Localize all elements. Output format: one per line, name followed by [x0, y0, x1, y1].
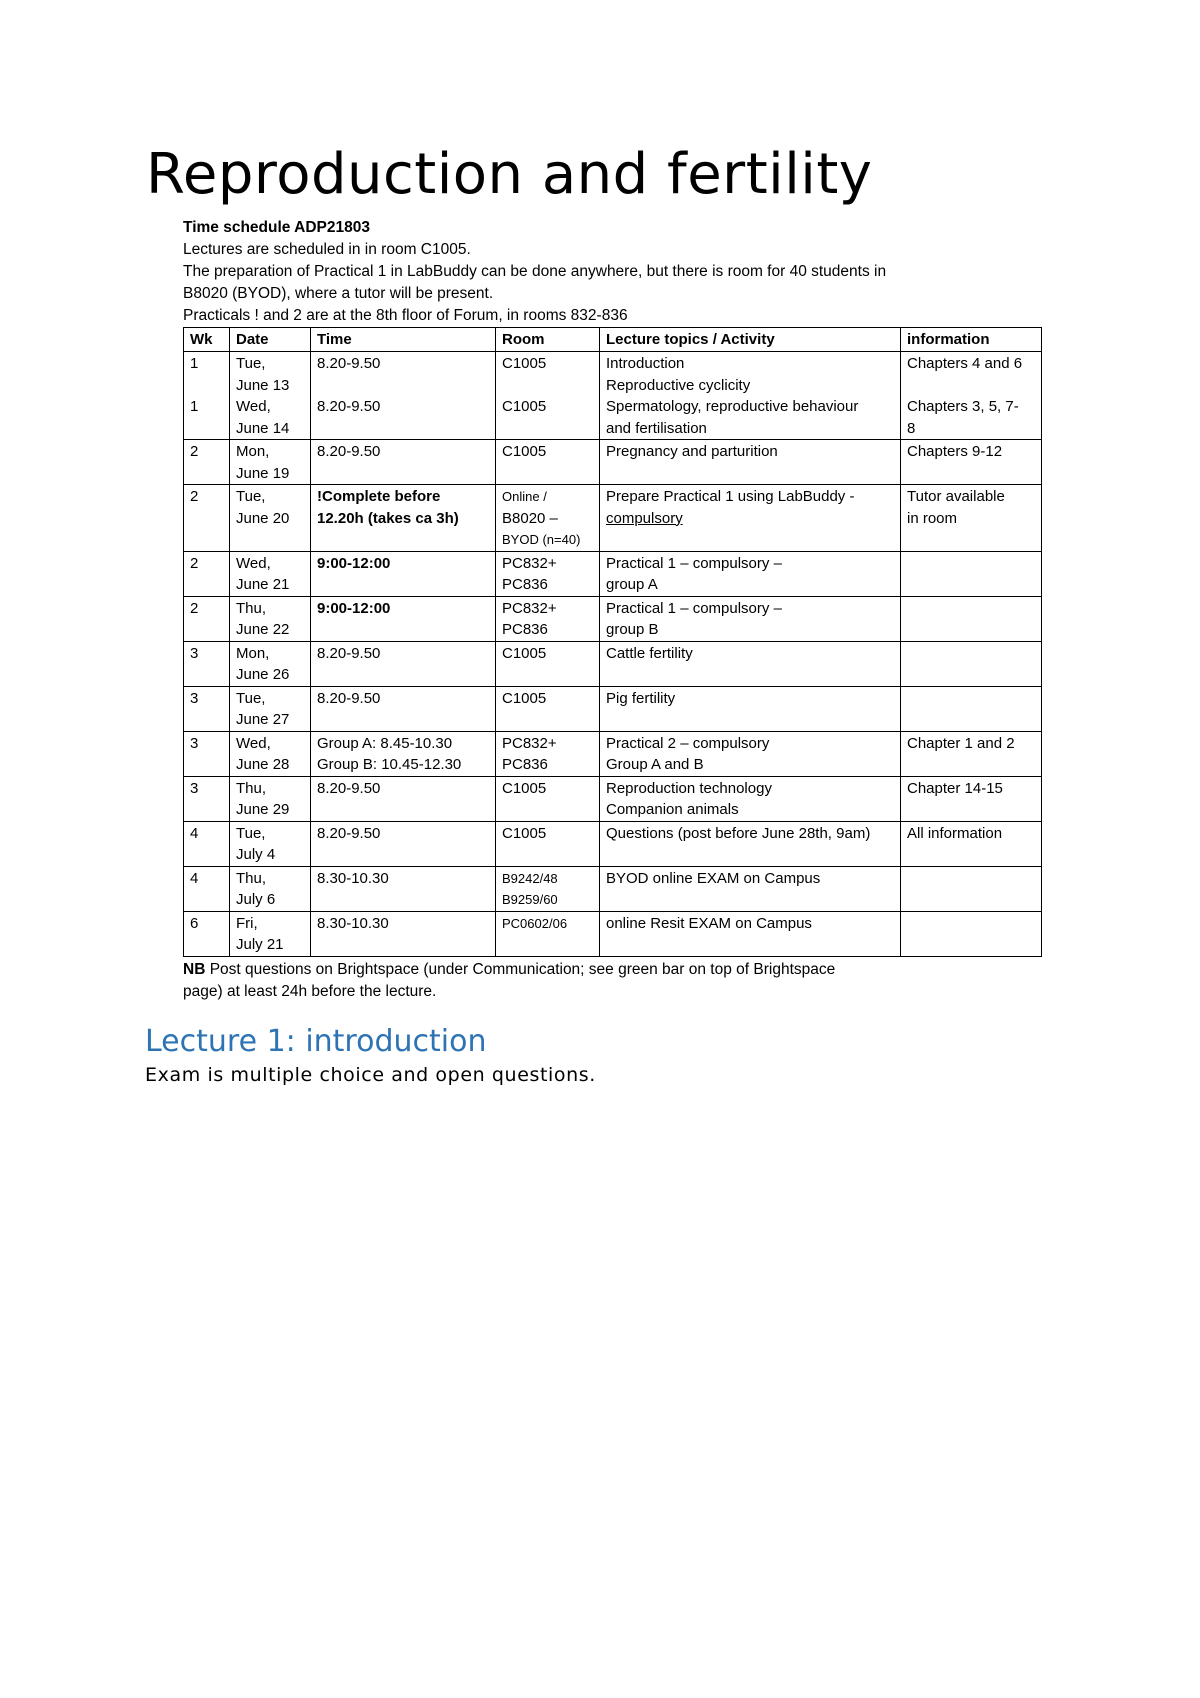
cell-line [190, 375, 223, 397]
cell-line: 8.20-9.50 [317, 355, 381, 372]
cell-room [496, 352, 600, 440]
cell-line: Introduction [606, 355, 685, 372]
cell-line: Group A and B [606, 756, 704, 773]
cell-line: June 22 [236, 621, 290, 638]
table-row [184, 352, 1042, 440]
cell-time [311, 911, 496, 956]
table-row [184, 866, 1042, 911]
cell-line: 3 [190, 779, 199, 797]
cell-line: and fertilisation [606, 419, 707, 437]
cell-line: 2 [190, 488, 199, 505]
cell-line: June 28 [236, 756, 290, 773]
cell-line: C1005 [502, 443, 547, 460]
cell-line [907, 375, 1035, 397]
cell-topic [600, 776, 901, 821]
cell-line: Thu, [236, 869, 267, 887]
cell-line: 8.30-10.30 [317, 869, 389, 887]
cell-line: Chapter 1 and 2 [907, 734, 1015, 752]
cell-line: 2 [190, 554, 199, 572]
cell-line: June 26 [236, 666, 290, 683]
cell-room [496, 776, 600, 821]
cell-line: July 4 [236, 846, 276, 863]
cell-line: PC836 [502, 621, 548, 638]
cell-line: June 20 [236, 509, 290, 527]
cell-time [311, 440, 496, 485]
cell-line: Reproductive cyclicity [606, 376, 751, 394]
cell-line: Fri, [236, 914, 258, 932]
cell-date [230, 352, 311, 440]
cell-line: BYOD (n=40) [502, 532, 581, 547]
cell-info [901, 440, 1042, 485]
cell-line: Chapters 4 and 6 [907, 355, 1023, 372]
cell-wk [184, 686, 230, 731]
cell-wk [184, 731, 230, 776]
cell-line: 3 [190, 689, 199, 707]
cell-wk [184, 911, 230, 956]
cell-line [907, 913, 1035, 935]
table-row [184, 596, 1042, 641]
column-header-wk: Wk [184, 328, 230, 352]
table-row [184, 821, 1042, 866]
cell-line: 8.20-9.50 [317, 443, 381, 460]
cell-line [317, 418, 489, 440]
cell-time [311, 596, 496, 641]
note-line: page) at least 24h before the lecture. [183, 982, 437, 1000]
cell-topic [600, 866, 901, 911]
cell-line: 4 [190, 824, 199, 842]
cell-line: Reproduction technology [606, 779, 772, 797]
cell-line: 9:00-12:00 [317, 554, 391, 572]
cell-info [901, 821, 1042, 866]
cell-line: July 21 [236, 936, 284, 953]
cell-wk [184, 776, 230, 821]
cell-line: Chapter 14-15 [907, 779, 1003, 797]
cell-line: C1005 [502, 779, 547, 797]
cell-line: C1005 [502, 689, 547, 707]
cell-line: group A [606, 576, 658, 593]
cell-date [230, 731, 311, 776]
cell-room [496, 821, 600, 866]
column-header-time: Time [311, 328, 496, 352]
table-row [184, 731, 1042, 776]
table-row [184, 911, 1042, 956]
cell-line: Chapters 3, 5, 7- [907, 398, 1019, 415]
cell-time [311, 485, 496, 552]
cell-line: 8.20-9.50 [317, 689, 381, 707]
note-text: Post questions on Brightspace (under Communication; see green bar on top of Brightspace [209, 960, 836, 978]
cell-date [230, 776, 311, 821]
cell-time [311, 352, 496, 440]
cell-line: group B [606, 621, 659, 638]
cell-topic [600, 440, 901, 485]
cell-line: Wed, [236, 398, 271, 415]
table-row [184, 485, 1042, 552]
cell-topic [600, 485, 901, 552]
cell-line: compulsory [606, 509, 683, 527]
cell-room [496, 911, 600, 956]
cell-info [901, 911, 1042, 956]
cell-line: Chapters 9-12 [907, 443, 1003, 460]
cell-wk [184, 641, 230, 686]
cell-line: 2 [190, 599, 199, 617]
lecture-text: Exam is multiple choice and open questions. [145, 1064, 596, 1086]
cell-info [901, 866, 1042, 911]
cell-time [311, 641, 496, 686]
cell-line: Cattle fertility [606, 644, 693, 662]
cell-room [496, 551, 600, 596]
cell-line: All information [907, 824, 1003, 842]
cell-line: B8020 – [502, 509, 558, 527]
cell-room [496, 731, 600, 776]
cell-line: July 6 [236, 891, 276, 908]
note-prefix: NB [183, 960, 206, 978]
cell-topic [600, 596, 901, 641]
column-header-topic: Lecture topics / Activity [600, 328, 901, 352]
cell-line: Online / [502, 489, 547, 504]
cell-line: C1005 [502, 398, 547, 415]
cell-date [230, 485, 311, 552]
cell-line: PC836 [502, 756, 548, 773]
cell-wk [184, 596, 230, 641]
cell-line: PC832+ [502, 599, 557, 617]
cell-room [496, 686, 600, 731]
cell-info [901, 485, 1042, 552]
cell-line: C1005 [502, 824, 547, 842]
cell-line [907, 868, 1035, 890]
schedule-block [183, 217, 1043, 1003]
cell-line: Companion animals [606, 801, 739, 818]
cell-date [230, 440, 311, 485]
cell-room [496, 485, 600, 552]
cell-topic [600, 551, 901, 596]
column-header-information: information [901, 328, 1042, 352]
cell-line: 3 [190, 644, 199, 662]
cell-line: June 13 [236, 376, 290, 394]
cell-line: C1005 [502, 355, 547, 372]
lecture-heading: Lecture 1: introduction [145, 1024, 487, 1059]
intro-line: Practicals ! and 2 are at the 8th floor of Forum, in rooms 832-836 [183, 307, 628, 324]
cell-line: Group B: 10.45-12.30 [317, 756, 462, 773]
cell-line: 8 [907, 419, 916, 437]
cell-info [901, 352, 1042, 440]
cell-line: Mon, [236, 644, 270, 662]
cell-wk [184, 352, 230, 440]
cell-line: June 21 [236, 576, 290, 593]
cell-time [311, 686, 496, 731]
schedule-table-body [184, 352, 1042, 957]
cell-line: Spermatology, reproductive behaviour [606, 398, 859, 415]
cell-line: Tutor available [907, 488, 1005, 505]
table-row [184, 440, 1042, 485]
cell-topic [600, 821, 901, 866]
cell-line [502, 418, 593, 440]
table-row [184, 686, 1042, 731]
cell-info [901, 596, 1042, 641]
cell-line: 1 [190, 398, 199, 415]
table-row [184, 776, 1042, 821]
table-row [184, 641, 1042, 686]
cell-line: 8.20-9.50 [317, 398, 381, 415]
cell-line: Questions (post before June 28th, 9am) [606, 824, 871, 842]
cell-wk [184, 440, 230, 485]
cell-wk [184, 821, 230, 866]
cell-line: C1005 [502, 644, 547, 662]
cell-line: PC832+ [502, 734, 557, 752]
cell-line: PC836 [502, 576, 548, 593]
cell-date [230, 596, 311, 641]
cell-line: B9242/48 [502, 870, 558, 886]
cell-line [317, 375, 489, 397]
cell-info [901, 776, 1042, 821]
cell-wk [184, 551, 230, 596]
cell-line [907, 643, 1035, 665]
cell-wk [184, 866, 230, 911]
cell-line: Thu, [236, 599, 267, 617]
cell-info [901, 686, 1042, 731]
cell-line: 1 [190, 355, 199, 372]
cell-line: 6 [190, 914, 199, 932]
cell-line: Practical 2 – compulsory [606, 734, 770, 752]
cell-line: Prepare Practical 1 using LabBuddy - [606, 488, 855, 505]
cell-line: !Complete before [317, 488, 441, 505]
cell-topic [600, 352, 901, 440]
cell-line: June 14 [236, 419, 290, 437]
cell-line: June 27 [236, 711, 290, 728]
cell-line: 3 [190, 734, 199, 752]
cell-room [496, 440, 600, 485]
column-header-room: Room [496, 328, 600, 352]
intro-line: The preparation of Practical 1 in LabBuddy can be done anywhere, but there is room for 40 students in [183, 263, 887, 280]
cell-date [230, 686, 311, 731]
cell-line [907, 598, 1035, 620]
cell-line: online Resit EXAM on Campus [606, 914, 812, 932]
page-title: Reproduction and fertility [146, 142, 873, 207]
brightspace-note [183, 959, 1043, 1003]
cell-time [311, 821, 496, 866]
cell-line: Group A: 8.45-10.30 [317, 734, 453, 752]
cell-line: 9:00-12:00 [317, 599, 391, 617]
cell-line: Thu, [236, 779, 267, 797]
cell-line: Wed, [236, 554, 271, 572]
cell-room [496, 596, 600, 641]
cell-line: Pregnancy and parturition [606, 443, 778, 460]
table-row [184, 551, 1042, 596]
cell-line: Tue, [236, 824, 266, 842]
cell-line: 8.20-9.50 [317, 644, 381, 662]
cell-info [901, 641, 1042, 686]
cell-line: Pig fertility [606, 689, 676, 707]
cell-topic [600, 686, 901, 731]
cell-line: Tue, [236, 355, 266, 372]
cell-line: 4 [190, 869, 199, 887]
cell-line: PC0602/06 [502, 915, 568, 931]
cell-line: B9259/60 [502, 892, 558, 907]
cell-time [311, 776, 496, 821]
cell-date [230, 551, 311, 596]
cell-line [907, 688, 1035, 710]
cell-line: 8.30-10.30 [317, 914, 389, 932]
cell-line: June 29 [236, 801, 290, 818]
cell-line: PC832+ [502, 554, 557, 572]
cell-line: June 19 [236, 464, 290, 482]
cell-line: Mon, [236, 443, 270, 460]
cell-date [230, 866, 311, 911]
cell-topic [600, 641, 901, 686]
cell-room [496, 641, 600, 686]
cell-line: Tue, [236, 488, 266, 505]
cell-line: 12.20h (takes ca 3h) [317, 509, 459, 527]
cell-line: 2 [190, 443, 199, 460]
cell-date [230, 821, 311, 866]
cell-info [901, 731, 1042, 776]
cell-info [901, 551, 1042, 596]
cell-line: BYOD online EXAM on Campus [606, 869, 821, 887]
note-line [183, 959, 1043, 981]
intro-line: B8020 (BYOD), where a tutor will be present. [183, 285, 494, 302]
column-header-date: Date [230, 328, 311, 352]
cell-line: 8.20-9.50 [317, 779, 381, 797]
cell-line [502, 375, 593, 397]
cell-date [230, 641, 311, 686]
cell-line: 8.20-9.50 [317, 824, 381, 842]
cell-room [496, 866, 600, 911]
cell-line [190, 418, 223, 440]
cell-line: in room [907, 509, 958, 527]
cell-time [311, 551, 496, 596]
cell-line [907, 553, 1035, 575]
cell-topic [600, 731, 901, 776]
cell-line: Tue, [236, 689, 266, 707]
cell-wk [184, 485, 230, 552]
cell-topic [600, 911, 901, 956]
intro-line: Lectures are scheduled in in room C1005. [183, 241, 471, 258]
cell-date [230, 911, 311, 956]
cell-line: Wed, [236, 734, 271, 752]
cell-line: Practical 1 – compulsory – [606, 599, 782, 617]
schedule-heading: Time schedule ADP21803 [183, 219, 370, 236]
cell-time [311, 731, 496, 776]
schedule-table [183, 327, 1042, 957]
cell-line: Practical 1 – compulsory – [606, 554, 782, 572]
cell-time [311, 866, 496, 911]
table-header-row [184, 328, 1042, 352]
